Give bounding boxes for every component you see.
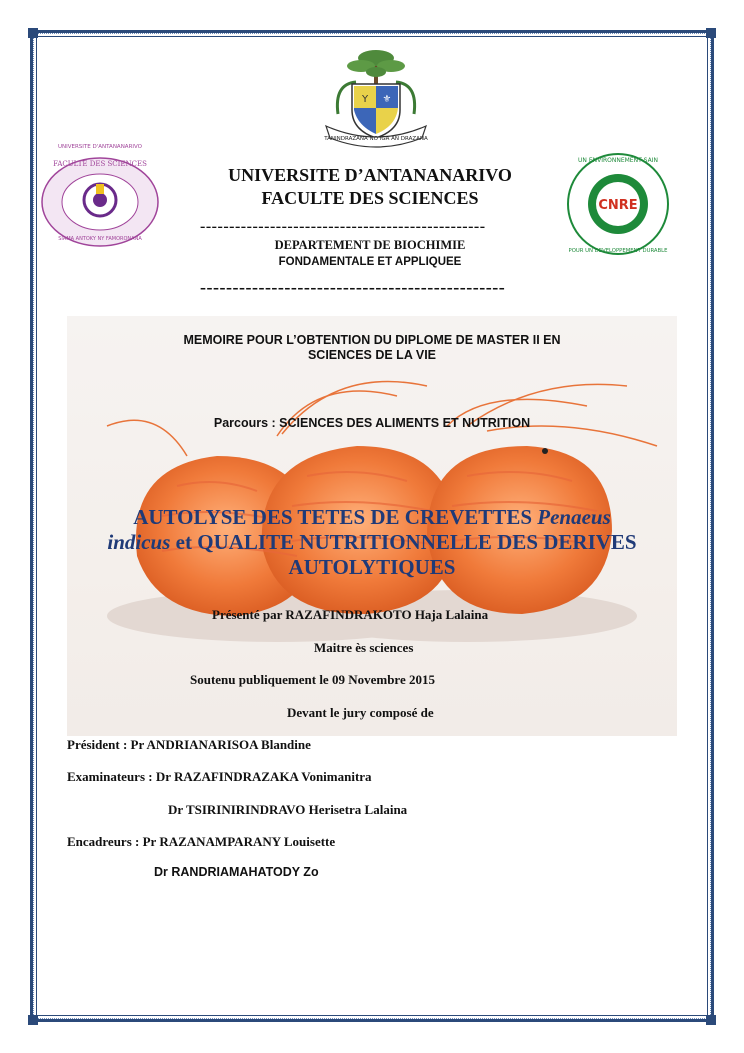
thesis-title-line-3: AUTOLYTIQUES xyxy=(288,555,456,579)
jury-encadreur-2: Dr RANDRIAMAHATODY Zo xyxy=(154,865,319,879)
title-species-genus: Penaeus xyxy=(537,505,611,529)
parcours: Parcours : SCIENCES DES ALIMENTS ET NUTRITION xyxy=(213,416,531,430)
degree: Maitre ès sciences xyxy=(314,640,414,655)
faculty-name: FACULTE DES SCIENCES xyxy=(261,188,479,208)
svg-text:Y: Y xyxy=(361,94,369,105)
border-corner xyxy=(706,1015,716,1025)
header-divider-1: ------------------------------------------------- xyxy=(200,218,486,235)
jury-encadreur-1: Encadreurs : Pr RAZANAMPARANY Louisette xyxy=(67,834,336,849)
border-corner xyxy=(706,28,716,38)
presented-by: Présenté par RAZAFINDRAKOTO Haja Lalaina xyxy=(212,607,489,622)
faculty-logo-bottom-text: SIAMA ANTOKY NY FAMORONANA xyxy=(58,236,142,242)
cnre-top-text: UN ENVIRONNEMENT SAIN xyxy=(578,157,658,164)
title-part1: AUTOLYSE DES TETES DE CREVETTES xyxy=(133,505,538,529)
university-logo xyxy=(316,44,436,150)
cnre-logo xyxy=(560,146,676,262)
cnre-bottom-text: POUR UN DEVELOPPEMENT DURABLE xyxy=(568,248,668,254)
logo-ribbon-text: TANINDRAZANA NO IGA AN DRAZANA xyxy=(324,136,428,142)
defense-date: Soutenu publiquement le 09 Novembre 2015 xyxy=(190,672,435,687)
jury-president: Président : Pr ANDRIANARISOA Blandine xyxy=(67,737,311,752)
svg-text:⚜: ⚜ xyxy=(382,94,392,105)
border-corner xyxy=(28,28,38,38)
jury-examinateur-2: Dr TSIRINIRINDRAVO Herisetra Lalaina xyxy=(168,802,408,817)
faculty-logo-arc-text: UNIVERSITE D'ANTANANARIVO xyxy=(57,144,143,150)
title-species-epithet: indicus xyxy=(107,530,171,554)
jury-examinateur-1: Examinateurs : Dr RAZAFINDRAZAKA Vonimanitra xyxy=(67,769,372,784)
department-line-1: DEPARTEMENT DE BIOCHIMIE xyxy=(274,238,466,252)
border-corner xyxy=(28,1015,38,1025)
faculty-logo-top-text: FACULTE DES SCIENCES xyxy=(53,160,147,168)
cnre-center-text: CNRE xyxy=(598,198,638,213)
memoire-line-2: SCIENCES DE LA VIE xyxy=(307,348,437,362)
jury-intro: Devant le jury composé de xyxy=(287,705,434,720)
memoire-line-1: MEMOIRE POUR L’OBTENTION DU DIPLOME DE MASTER II EN xyxy=(183,333,561,347)
faculty-logo xyxy=(38,140,162,250)
title-part2: et QUALITE NUTRITIONNELLE DES DERIVES xyxy=(170,530,637,554)
thesis-title-line-2 xyxy=(67,530,677,555)
university-name: UNIVERSITE D’ANTANANARIVO xyxy=(228,165,512,185)
thesis-title-line-1 xyxy=(67,505,677,530)
header-divider-2: ----------------------------------------------- xyxy=(200,277,506,297)
department-line-2: FONDAMENTALE ET APPLIQUEE xyxy=(278,256,462,268)
